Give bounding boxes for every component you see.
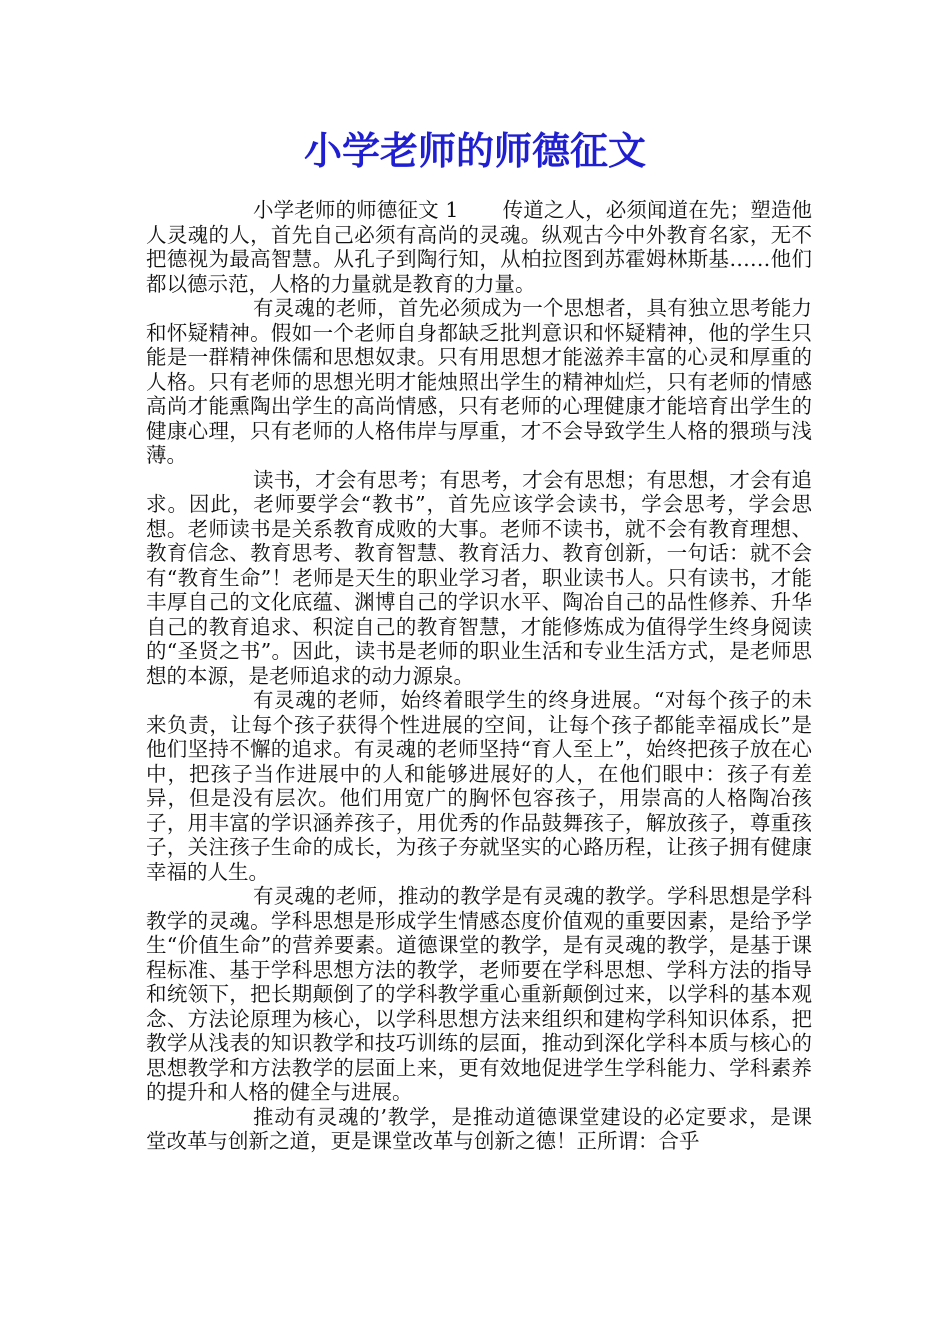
paragraph-3: 读书，才会有思考；有思考，才会有思想；有思想，才会有追求。因此，老师要学会“教书”，首先应该学会读书，学会思考，学会思想。老师读书是关系教育成败的大事。老师不读书，就不会有教育理想、教育信念、教育思考、教育智慧、教育活力、教育创新，一句话：就不会有“教育生命”！老师是天生的职业学习者，职业读书人。只有读书，才能丰厚自己的文化底蕴、渊博自己的学识水平、陶冶自己的品性修养、升华自己的教育追求、积淀自己的教育智慧，才能修炼成为值得学生终身阅读的“圣贤之书”。因此，读书是老师的职业生活和专业生活方式，是老师思想的本源，是老师追求的动力源泉。 (146, 467, 812, 688)
document-title: 小学老师的师德征文 (303, 128, 646, 173)
paragraph-1-text: 传道之人，必须闻道在先；塑造他人灵魂的人，首先自己必须有高尚的灵魂。纵观古今中外教育名家，无不把德视为最高智慧。从孔子到陶行知，从柏拉图到苏霍姆林斯基……他们都以德示范，人格的力量就是教育的力量。 (146, 198, 812, 296)
paragraph-2: 有灵魂的老师，首先必须成为一个思想者，具有独立思考能力和怀疑精神。假如一个老师自身都缺乏批判意识和怀疑精神，他的学生只能是一群精神侏儒和思想奴隶。只有用思想才能滋养丰富的心灵和厚重的人格。只有老师的思想光明才能烛照出学生的精神灿烂，只有老师的情感高尚才能熏陶出学生的高尚情感，只有老师的心理健康才能培育出学生的健康心理，只有老师的人格伟岸与厚重，才不会导致学生人格的猥琐与浅薄。 (146, 296, 812, 467)
paragraph-4: 有灵魂的老师，始终着眼学生的终身进展。“对每个孩子的未来负责，让每个孩子获得个性进展的空间，让每个孩子都能幸福成长”是他们坚持不懈的追求。有灵魂的老师坚持“育人至上”，始终把孩子放在心中，把孩子当作进展中的人和能够进展好的人，在他们眼中：孩子有差异，但是没有层次。他们用宽广的胸怀包容孩子，用崇高的人格陶冶孩子，用丰富的学识涵养孩子，用优秀的作品鼓舞孩子，解放孩子，尊重孩子，关注孩子生命的成长，为孩子夯就坚实的心路历程，让孩子拥有健康幸福的人生。 (146, 688, 812, 884)
intro-heading: 小学老师的师德征文 1 (253, 198, 459, 222)
document-body (146, 198, 812, 1154)
paragraph-5: 有灵魂的老师，推动的教学是有灵魂的教学。学科思想是学科教学的灵魂。学科思想是形成学生情感态度价值观的重要因素，是给予学生“价值生命”的营养要素。道德课堂的教学，是有灵魂的教学，是基于课程标准、基于学科思想方法的教学，老师要在学科思想、学科方法的指导和统领下，把长期颠倒了的学科教学重心重新颠倒过来，以学科的基本观念、方法论原理为核心，以学科思想方法来组织和建构学科知识体系，把教学从浅表的知识教学和技巧训练的层面，推动到深化学科本质与核心的思想教学和方法教学的层面上来，更有效地促进学生学科能力、学科素养的提升和人格的健全与进展。 (146, 884, 812, 1104)
paragraph-1 (146, 198, 812, 296)
paragraph-6: 推动有灵魂的’教学，是推动道德课堂建设的必定要求，是课堂改革与创新之道，更是课堂改革与创新之德！正所谓：合乎 (146, 1104, 812, 1153)
